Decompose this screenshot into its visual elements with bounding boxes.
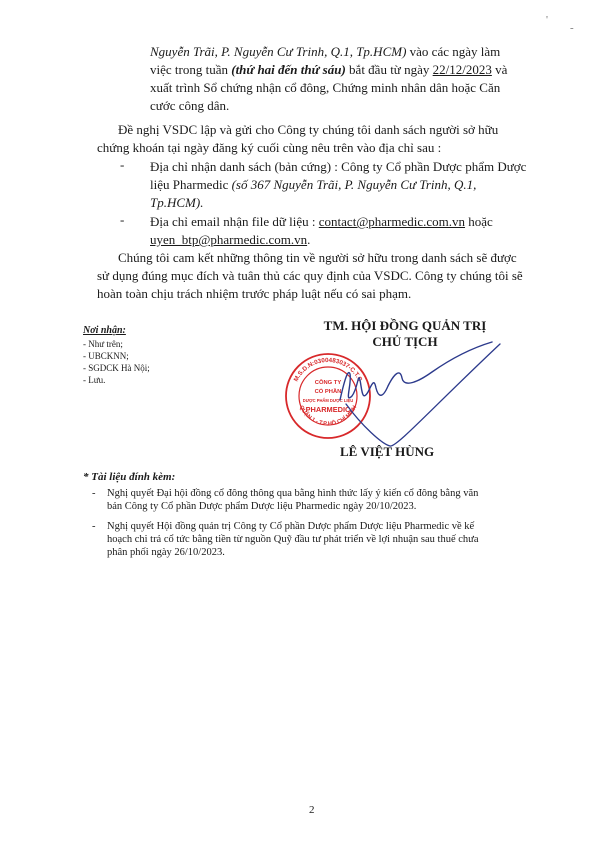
seal-ring-text: M.S.D.N:0300483037-C.T.C [292,356,364,383]
intro-line-4: cước công dân. [150,98,230,113]
bullet-dash: - [120,157,125,172]
seal-line: DƯỢC PHẨM DƯỢC LIỆU [302,398,354,403]
recipient-item: - Như trên; [83,339,123,349]
recipient-item: - SGDCK Hà Nội; [83,363,150,373]
bullet-1-line-3: Tp.HCM). [150,195,204,210]
bullet-1-line-1: Địa chỉ nhận danh sách (bản cứng) : Công ty Cổ phần Dược phẩm Dược [150,159,527,174]
intro-text: và [491,62,508,77]
signer-name: LÊ VIỆT HÙNG [340,444,435,459]
intro-line-3: xuất trình Sổ chứng nhận cổ đông, Chứng minh nhân dân hoặc Căn [150,80,501,95]
address-text: Nguyễn Trãi, P. Nguyễn Cư Trinh, Q.1, Tp.HCM) [150,44,407,59]
bullet-text: hoặc [465,214,493,229]
bullet-text: Địa chỉ email nhận file dữ liệu : [150,214,319,229]
attachment-1-line-2: bản Công ty Cổ phần Dược phẩm Dược liệu Pharmedic ngày 20/10/2023. [107,501,417,512]
intro-line-2 [150,60,548,79]
scan-mark: - [570,22,574,34]
intro-text: việc trong tuần [150,62,232,77]
attachments-title: * Tài liệu đính kèm: [83,471,176,483]
seal-line: CÔNG TY [314,380,342,386]
bullet-text: liệu Pharmedic [150,177,232,192]
start-date: 22/12/2023 [432,62,492,77]
commitment-line-1: Chúng tôi cam kết những thông tin về người sở hữu trong danh sách sẽ được [118,250,517,265]
attachment-1-line-1: Nghị quyết Đại hội đồng cổ đông thông qua bằng hình thức lấy ý kiến cổ đông bằng văn [107,488,479,499]
recipients-title [83,325,126,336]
intro-text: vào các ngày làm [406,44,501,59]
request-line-2: chứng khoán tại ngày đăng ký cuối cùng nêu trên vào địa chỉ sau : [97,140,442,155]
email-link-uyen[interactable]: uyen_btp@pharmedic.com.vn [150,232,308,247]
page-number: 2 [309,804,315,816]
recipient-item: - UBCKNN; [83,351,129,361]
attachment-dash: - [92,521,96,532]
attachment-2-line-1: Nghị quyết Hội đồng quản trị Công ty Cổ phần Dược phẩm Dược liệu Pharmedic về kế [107,521,475,532]
bullet-dash: - [120,212,125,227]
email-link-contact[interactable]: contact@pharmedic.com.vn [318,214,466,229]
address-text: (số 367 Nguyễn Trãi, P. Nguyễn Cư Trinh, Q.1, [231,177,477,192]
intro-line-1 [150,42,548,61]
scan-mark: ' [546,14,548,26]
handwritten-signature-icon [322,338,512,458]
commitment-line-2: sử dụng đúng mục đích và tuân thủ các quy định của VSDC. Công ty chúng tôi sẽ [97,268,523,283]
bullet-text: . [307,232,311,247]
recipients-title-text: Nơi nhận: [83,325,126,336]
bullet-2-line-2 [150,230,548,249]
request-line-1: Đề nghị VSDC lập và gửi cho Công ty chúng tôi danh sách người sở hữu [118,122,499,137]
attachment-dash: - [92,488,96,499]
bullet-2-line-1 [150,212,548,231]
commitment-line-3: hoàn toàn chịu trách nhiệm trước pháp luật nếu có sai phạm. [97,286,412,301]
weekday-note: (thứ hai đến thứ sáu) [231,62,346,77]
intro-text: bắt đầu từ ngày [345,62,433,77]
attachment-2-line-3: phân phối ngày 26/10/2023. [107,547,225,558]
signature-role: CHỦ TỊCH [372,334,438,349]
seal-line: CỔ PHẦN [314,389,342,395]
seal-bottom-text: QUẬN 1 - T.P HỒ CHÍ MINH [297,404,359,428]
signature-title: TM. HỘI ĐỒNG QUẢN TRỊ [323,318,487,333]
seal-line: PHARMEDIC [305,405,351,414]
attachment-2-line-2: hoạch chi trả cổ tức bằng tiền từ nguồn Quỹ đầu tư phát triển về lợi nhuận sau thuế chưa [107,534,479,545]
bullet-1-line-2 [150,175,548,194]
recipient-item: - Lưu. [83,375,106,385]
